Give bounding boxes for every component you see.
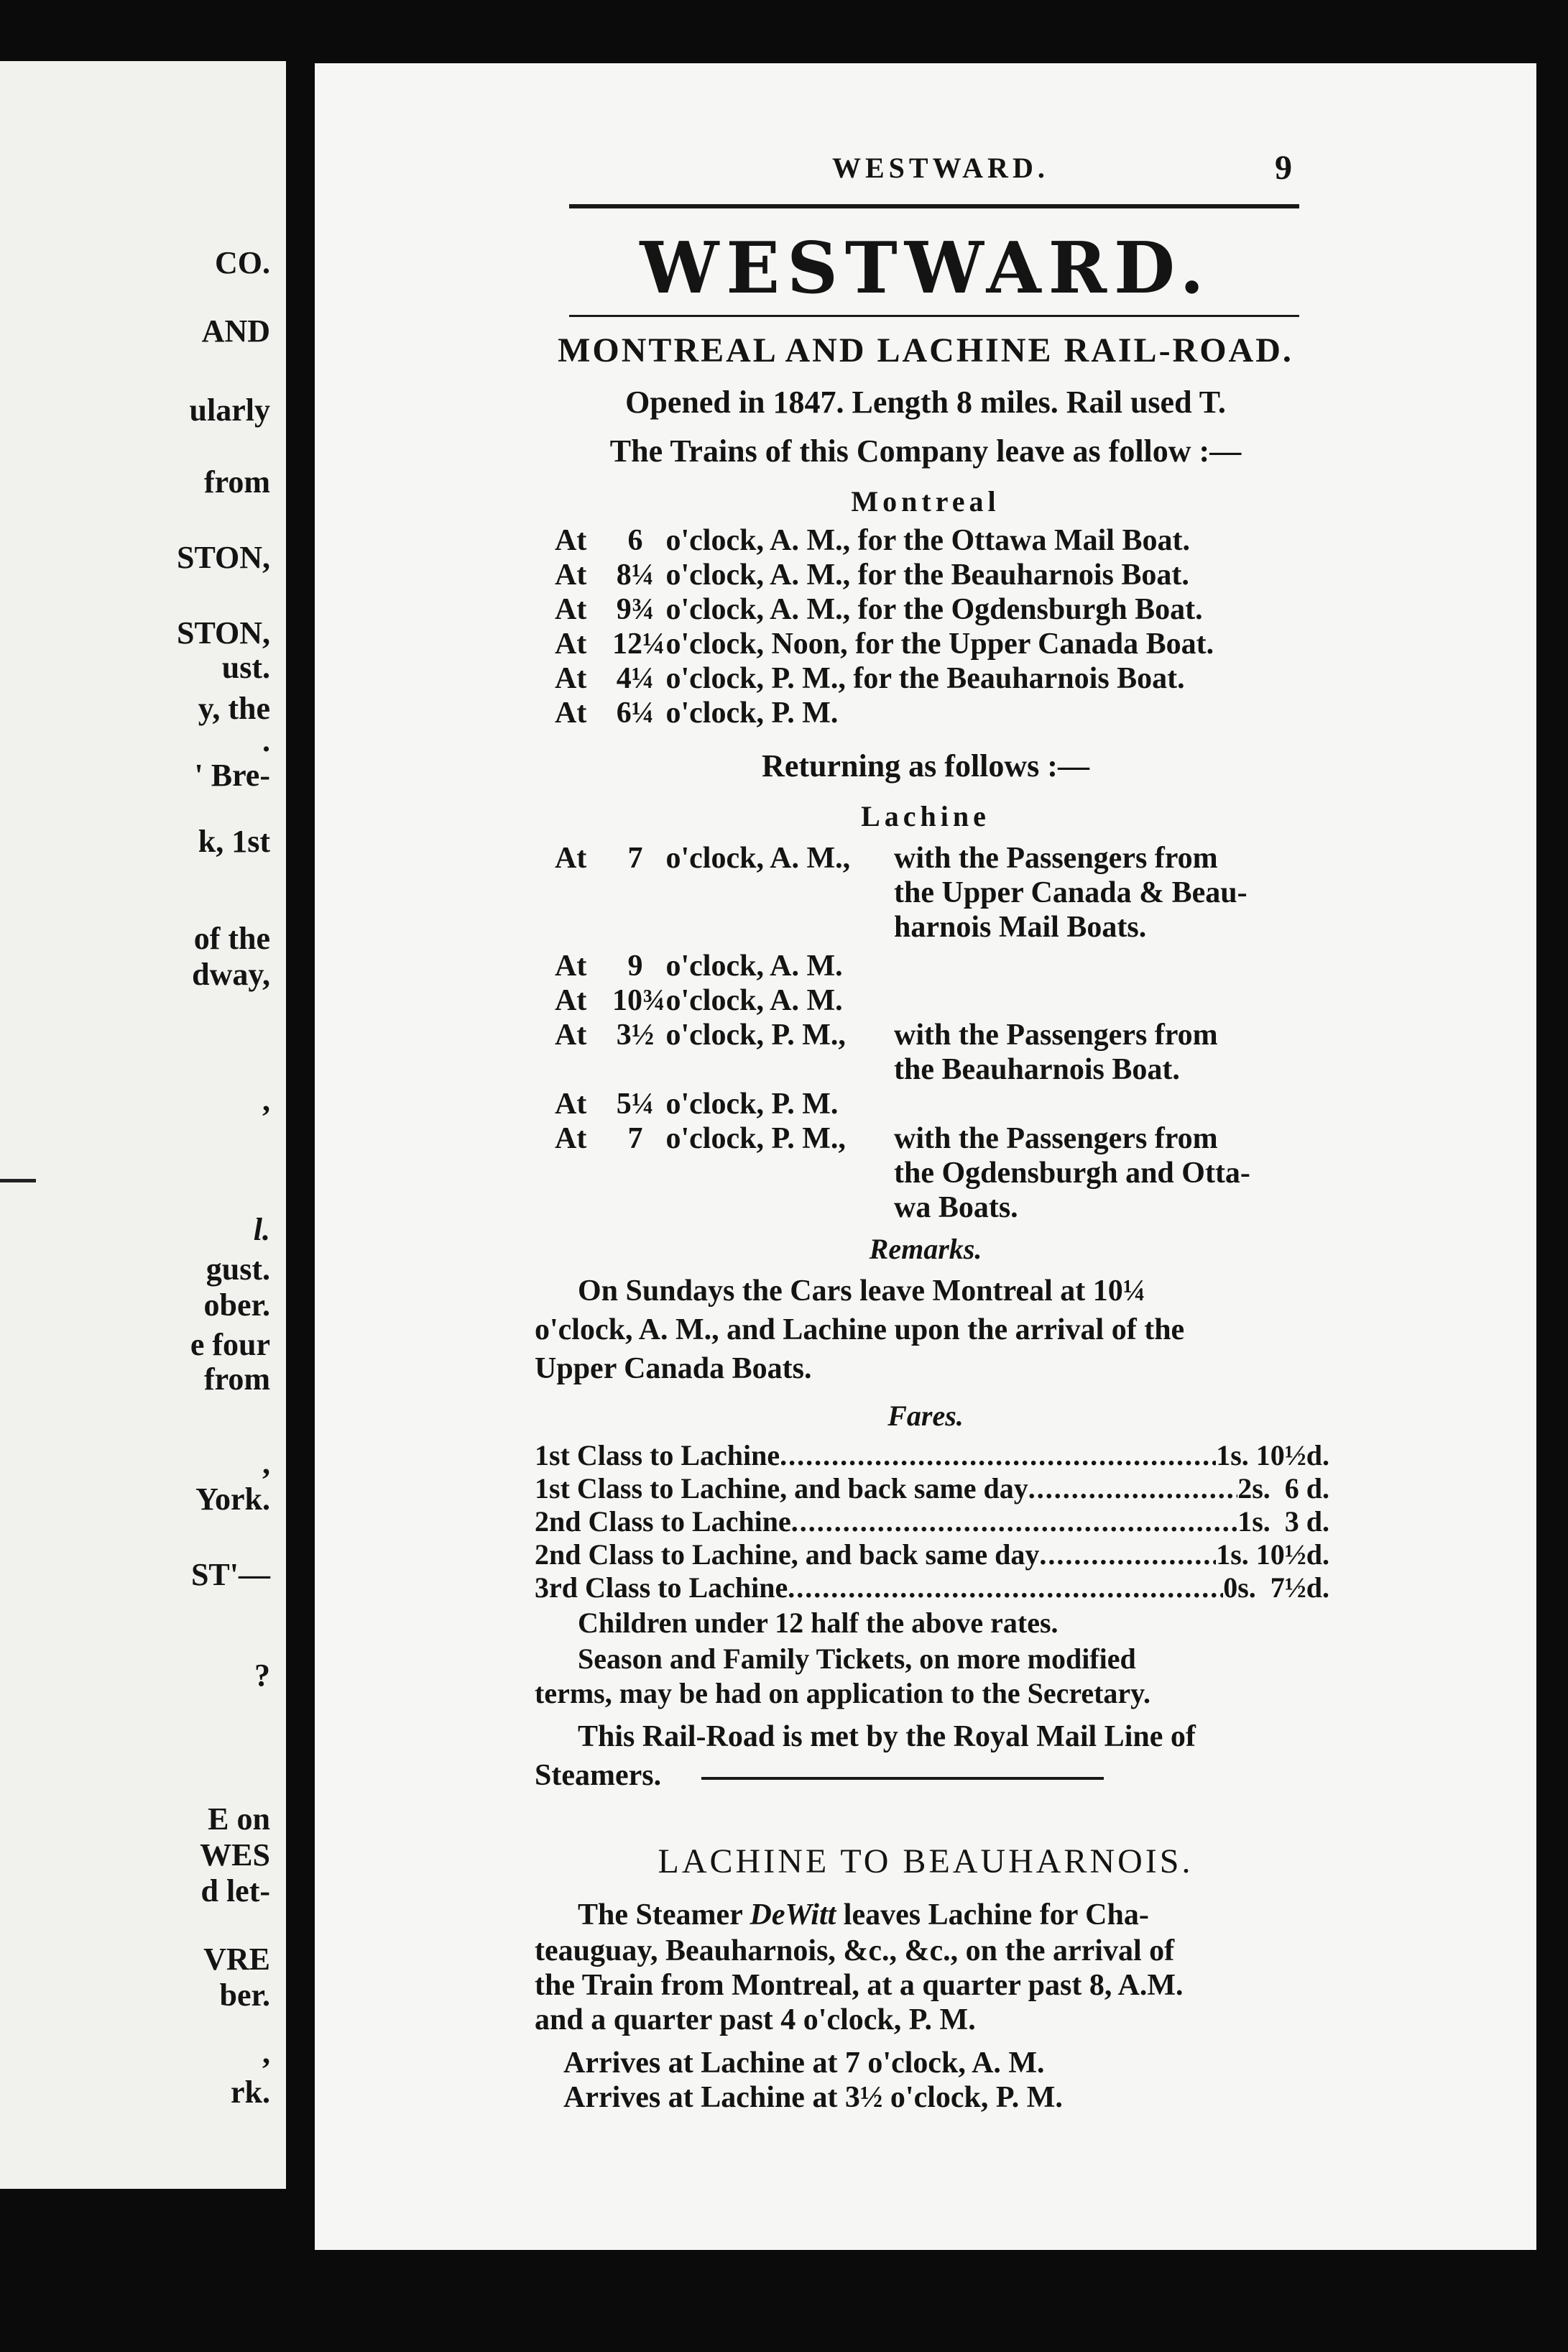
leader-dots — [1039, 1538, 1216, 1571]
departure-row — [555, 592, 1203, 627]
return-row — [555, 983, 843, 1018]
row-desc: o'clock, A. M., for the Beauharnois Boat. — [665, 559, 1189, 592]
left-fragment: , — [262, 1083, 270, 1118]
left-fragment: WES — [200, 1837, 270, 1873]
row-desc: o'clock, A. M., for the Ottawa Mail Boat. — [665, 524, 1190, 557]
row-hour: 10¾ — [612, 984, 665, 1017]
remarks-line: Upper Canada Boats. — [535, 1352, 812, 1385]
row-time: o'clock, A. M., — [665, 842, 851, 875]
row-at: At — [555, 1122, 587, 1155]
row-desc: o'clock, Noon, for the Upper Canada Boat. — [665, 628, 1214, 661]
row-desc: o'clock, P. M., for the Beauharnois Boat. — [665, 662, 1185, 695]
fare-label: 1st Class to Lachine — [535, 1439, 780, 1471]
return-note: the Beauharnois Boat. — [894, 1053, 1180, 1086]
fare-label: 2nd Class to Lachine — [535, 1505, 791, 1538]
return-row — [555, 1087, 838, 1121]
row-hour: 7 — [627, 1122, 643, 1155]
row-hour: 5¼ — [616, 1088, 655, 1121]
running-head: WESTWARD. — [832, 152, 1049, 184]
fare-row — [535, 1538, 1329, 1571]
row-at: At — [555, 1088, 587, 1121]
left-fragment: , — [262, 2035, 270, 2070]
departures-intro: The Trains of this Company leave as follow :— — [609, 433, 1242, 469]
row-desc: o'clock, A. M., for the Ogdensburgh Boat. — [665, 593, 1203, 626]
return-note: with the Passengers from — [894, 1019, 1218, 1052]
remarks-line: o'clock, A. M., and Lachine upon the arrival of the — [535, 1313, 1185, 1346]
row-at: At — [555, 950, 587, 983]
fare-label: 1st Class to Lachine, and back same day — [535, 1472, 1028, 1505]
departure-row — [555, 558, 1189, 592]
leader-dots — [791, 1505, 1237, 1538]
row-time: o'clock, P. M., — [665, 1122, 846, 1155]
remarks-label: Remarks. — [869, 1233, 982, 1265]
left-fragment: York. — [195, 1482, 270, 1517]
left-fragment: AND — [201, 313, 270, 349]
book-page — [315, 63, 1536, 2250]
left-fragment: , — [262, 1446, 270, 1481]
left-fragment: from — [203, 1361, 270, 1397]
row-at: At — [555, 1019, 587, 1052]
return-row — [555, 1018, 846, 1052]
left-fragment: from — [203, 464, 270, 500]
left-fragment: rk. — [231, 2075, 270, 2110]
book-gutter — [286, 61, 315, 2218]
beauharnois-line: the Train from Montreal, at a quarter past 8, A.M. — [535, 1969, 1184, 2002]
row-hour: 4¼ — [616, 662, 655, 695]
royal-mail-line: This Rail-Road is met by the Royal Mail Line of — [578, 1720, 1196, 1753]
fare-row — [535, 1439, 1329, 1472]
return-note: the Ogdensburgh and Otta- — [894, 1157, 1250, 1190]
return-note: harnois Mail Boats. — [894, 911, 1147, 944]
left-fragment: STON, — [176, 540, 270, 575]
row-at: At — [555, 593, 587, 626]
remarks-line: On Sundays the Cars leave Montreal at 10¼ — [578, 1274, 1146, 1308]
row-hour: 9¾ — [616, 593, 655, 626]
left-fragment: of the — [193, 921, 270, 956]
return-station: Lachine — [861, 800, 990, 832]
row-time: o'clock, P. M., — [665, 1019, 846, 1052]
departure-row — [555, 627, 1214, 661]
steamer-name: DeWitt — [750, 1898, 836, 1931]
return-note: the Upper Canada & Beau- — [894, 876, 1248, 909]
steamer-prefix: The Steamer — [578, 1898, 743, 1931]
row-time: o'clock, A. M. — [665, 950, 843, 983]
beauharnois-line: and a quarter past 4 o'clock, P. M. — [535, 2003, 976, 2036]
left-fragment: E on — [208, 1801, 270, 1837]
season-line: terms, may be had on application to the Secretary. — [535, 1677, 1150, 1709]
departure-station: Montreal — [851, 485, 1000, 518]
fare-amount: 1s. 10½d. — [1216, 1439, 1329, 1471]
left-facing-page — [0, 61, 286, 2189]
fare-row — [535, 1505, 1329, 1538]
fare-amount: 1s. 3 d. — [1237, 1505, 1329, 1538]
fare-row — [535, 1472, 1329, 1505]
row-at: At — [555, 628, 587, 661]
return-row — [555, 949, 843, 983]
returning-label: Returning as follows :— — [762, 748, 1089, 784]
left-fragment: k, 1st — [198, 824, 270, 859]
return-row — [555, 841, 903, 876]
leader-dots — [1028, 1472, 1237, 1505]
row-time: o'clock, P. M. — [665, 1088, 839, 1121]
beauharnois-line: teauguay, Beauharnois, &c., &c., on the arrival of — [535, 1934, 1175, 1967]
left-fragment: gust. — [206, 1251, 270, 1287]
left-fragment: y, the — [198, 691, 270, 726]
return-note: with the Passengers from — [894, 842, 1218, 875]
left-fragment: e four — [190, 1327, 270, 1362]
left-fragment: ularly — [189, 392, 270, 428]
row-at: At — [555, 842, 587, 875]
departure-row — [555, 696, 838, 730]
row-hour: 3½ — [616, 1019, 655, 1052]
return-note: wa Boats. — [894, 1191, 1018, 1224]
return-note: with the Passengers from — [894, 1122, 1218, 1155]
row-desc: o'clock, P. M. — [665, 697, 839, 730]
left-fragment: ber. — [219, 1977, 270, 2013]
left-fragment: ober. — [203, 1287, 270, 1323]
row-at: At — [555, 697, 587, 730]
row-hour: 8¼ — [616, 559, 655, 592]
fare-amount: 1s. 10½d. — [1216, 1538, 1329, 1571]
beauharnois-heading: LACHINE TO BEAUHARNOIS. — [658, 1842, 1194, 1880]
left-fragment: ? — [254, 1658, 270, 1693]
row-at: At — [555, 524, 587, 557]
season-line: Season and Family Tickets, on more modified — [578, 1643, 1136, 1675]
leader-dots — [788, 1571, 1223, 1604]
row-hour: 6 — [627, 524, 643, 557]
left-fragment: ' Bre- — [194, 758, 270, 793]
left-fragment: VRE — [203, 1942, 270, 1977]
left-fragment: CO. — [215, 245, 270, 280]
fare-amount: 2s. 6 d. — [1237, 1472, 1329, 1505]
return-row — [555, 1121, 846, 1156]
arrival-line: Arrives at Lachine at 7 o'clock, A. M. — [563, 2046, 1045, 2080]
left-fragment: ust. — [221, 650, 270, 685]
arrival-line: Arrives at Lachine at 3½ o'clock, P. M. — [563, 2081, 1063, 2114]
left-fragment: d let- — [200, 1873, 270, 1908]
row-at: At — [555, 559, 587, 592]
row-at: At — [555, 984, 587, 1017]
leader-dots — [780, 1439, 1216, 1472]
left-divider — [0, 1179, 36, 1182]
departure-row — [555, 523, 1190, 558]
title-rule — [569, 315, 1299, 317]
left-fragment: l. — [253, 1212, 270, 1247]
row-hour: 12¼ — [612, 628, 665, 661]
left-fragment: dway, — [192, 957, 270, 992]
departure-row — [555, 661, 1185, 696]
railroad-heading: MONTREAL AND LACHINE RAIL-ROAD. — [558, 331, 1293, 369]
left-fragment: STON, — [176, 615, 270, 651]
children-note: Children under 12 half the above rates. — [578, 1607, 1059, 1639]
page-title: WESTWARD. — [640, 227, 1212, 310]
steamer-suffix: leaves Lachine for Cha- — [843, 1898, 1149, 1931]
row-hour: 9 — [627, 950, 643, 983]
header-rule — [569, 204, 1299, 208]
fare-label: 2nd Class to Lachine, and back same day — [535, 1538, 1040, 1571]
row-hour: 6¼ — [616, 697, 655, 730]
left-fragment: . — [262, 723, 270, 758]
royal-mail-line: Steamers. — [535, 1759, 662, 1792]
section-divider — [701, 1777, 1104, 1780]
fares-label: Fares. — [887, 1400, 964, 1432]
page-number: 9 — [1275, 149, 1292, 187]
row-time: o'clock, A. M. — [665, 984, 843, 1017]
row-at: At — [555, 662, 587, 695]
fare-row — [535, 1571, 1329, 1604]
row-hour: 7 — [627, 842, 643, 875]
left-fragment: ST'— — [190, 1557, 270, 1592]
fare-label: 3rd Class to Lachine — [535, 1571, 788, 1604]
railroad-info: Opened in 1847. Length 8 miles. Rail used T. — [625, 385, 1226, 420]
beauharnois-line — [578, 1898, 1149, 1932]
fare-amount: 0s. 7½d. — [1223, 1571, 1329, 1604]
